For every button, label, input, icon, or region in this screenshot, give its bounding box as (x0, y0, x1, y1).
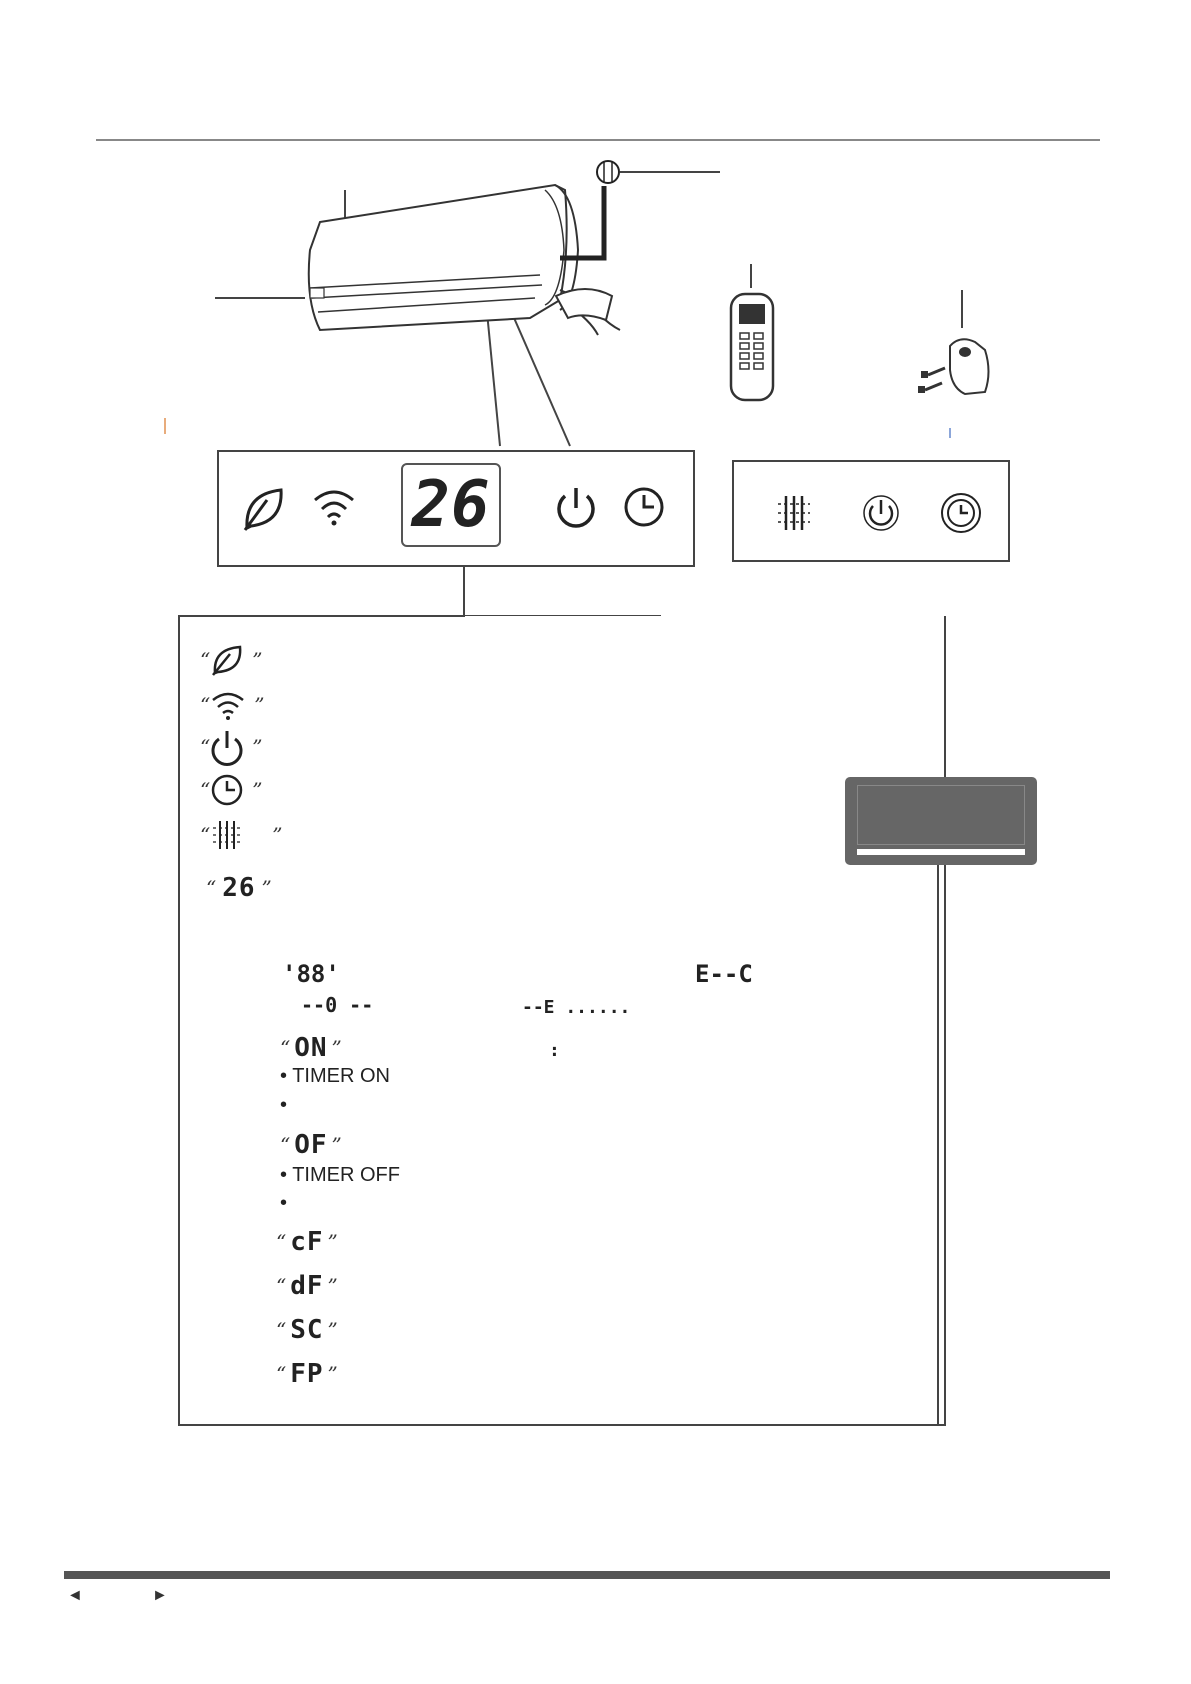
colon-mark: : (549, 1040, 560, 1061)
legend-row-timer: “ ” (200, 773, 262, 807)
wifi-icon (311, 486, 357, 526)
code-e-dots: --E ...... (522, 997, 631, 1018)
empty-bullet-1: • (280, 1094, 288, 1116)
inset-connector (937, 865, 939, 1426)
code-0: --0 -- (301, 993, 374, 1017)
legend-row-frost: “ ” (200, 818, 282, 852)
wifi-icon (210, 690, 246, 720)
code-88: '88' (282, 960, 340, 988)
empty-bullet-2: • (280, 1192, 288, 1214)
code-df: dF (290, 1271, 324, 1301)
legend-row-of: “ OF ” (280, 1130, 342, 1160)
legend-row-power: “ ” (200, 730, 262, 764)
timer-icon (210, 773, 244, 807)
code-e-c: E--C (695, 960, 753, 988)
power-icon (555, 484, 597, 530)
legend-row-sc: “ SC ” (276, 1315, 338, 1345)
footer-bar (64, 1571, 1110, 1579)
power-icon (210, 729, 244, 765)
inset-box (845, 777, 1037, 865)
legend-row-temperature: “ 26 ” (206, 873, 272, 903)
code-sc: SC (290, 1315, 324, 1345)
legend-row-cf: “ cF ” (276, 1227, 338, 1257)
inset-box-screen (857, 785, 1025, 845)
legend-box (178, 616, 946, 1426)
timer-on-bullet: • TIMER ON (280, 1065, 390, 1087)
next-page-button[interactable]: ► (152, 1587, 168, 1604)
legend-row-df: “ dF ” (276, 1271, 338, 1301)
prev-page-button[interactable]: ◄ (67, 1587, 83, 1604)
legend-row-wifi: “ ” (200, 688, 264, 722)
power-icon (861, 492, 901, 534)
code-cf: cF (290, 1227, 324, 1257)
temperature-value: 26 (411, 468, 491, 542)
inset-box-strip (857, 849, 1025, 855)
alt-display-panel (732, 460, 1010, 562)
timer-off-label: TIMER OFF (292, 1164, 400, 1186)
frost-icon (774, 492, 814, 534)
frost-icon (210, 818, 244, 852)
timer-icon (940, 492, 982, 534)
leaf-icon (241, 486, 285, 532)
temperature-display (401, 463, 501, 547)
legend-box-top-left (178, 615, 465, 617)
legend-row-leaf: “ ” (200, 643, 262, 677)
code-of: OF (294, 1130, 328, 1160)
legend-temperature-code: 26 (222, 873, 256, 903)
timer-on-label: TIMER ON (292, 1065, 390, 1087)
timer-icon (623, 486, 667, 530)
remote-holder-illustration (0, 0, 1191, 440)
code-fp: FP (290, 1359, 324, 1389)
connector-vertical (463, 567, 465, 617)
display-panel (217, 450, 695, 567)
leaf-icon (210, 644, 244, 676)
timer-off-bullet: • TIMER OFF (280, 1164, 400, 1186)
legend-row-fp: “ FP ” (276, 1359, 338, 1389)
code-on: ON (294, 1033, 328, 1063)
legend-row-on: “ ON ” (280, 1033, 342, 1063)
